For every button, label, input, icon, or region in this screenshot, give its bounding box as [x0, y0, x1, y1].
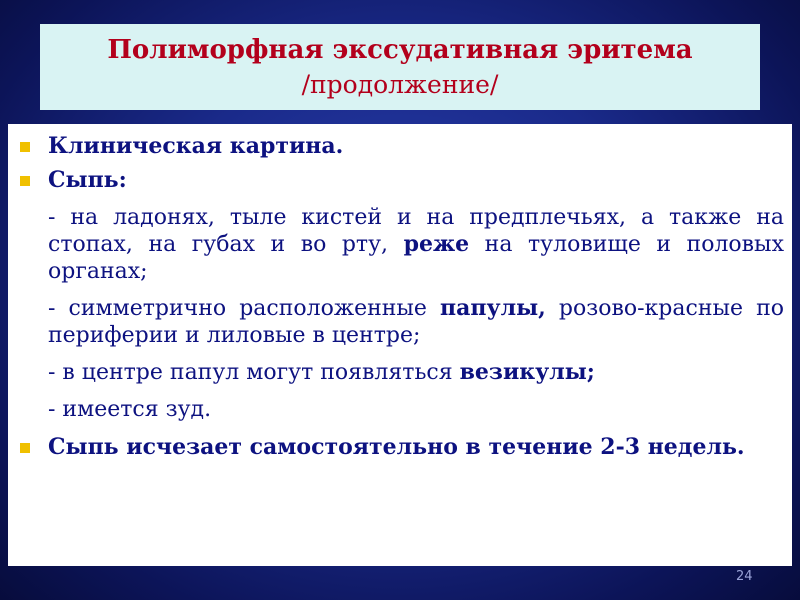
item-text: на туловище и половых органах;	[48, 232, 784, 284]
slide-content	[8, 124, 792, 566]
bullet-clinical-picture	[8, 132, 784, 160]
itch-item	[8, 396, 784, 423]
bullet-square-icon	[20, 176, 30, 186]
slide-title: Полиморфная экссудативная эритема	[107, 35, 693, 65]
bullet-rash	[8, 166, 784, 194]
slide-title-box	[40, 24, 760, 110]
item-text: - симметрично расположенные	[48, 296, 441, 321]
item-text: - на ладонях, тыле кистей и на предплечьях, а также на стопах, на губах и во рту,	[48, 205, 784, 257]
bullet-square-icon	[20, 142, 30, 152]
item-text: розово-красные по периферии и лиловые в центре;	[48, 296, 784, 348]
bullet-rash-resolves	[8, 433, 784, 461]
slide-subtitle: /продолжение/	[301, 70, 499, 99]
page-number: 24	[736, 569, 753, 584]
bullet-square-icon	[20, 443, 30, 453]
bullet-text: Сыпь:	[48, 167, 127, 193]
rash-location-item	[8, 204, 784, 285]
item-text: - в центре папул могут появляться	[48, 360, 460, 385]
papules-item	[8, 295, 784, 349]
item-emphasis: папулы,	[440, 295, 546, 321]
item-emphasis: везикулы;	[459, 359, 595, 385]
bullet-text: Клиническая картина.	[48, 133, 344, 159]
item-emphasis: реже	[403, 231, 470, 257]
item-text: - имеется зуд.	[48, 397, 212, 422]
vesicles-item	[8, 359, 784, 386]
bullet-text: Сыпь исчезает самостоятельно в течение 2-3 недель.	[48, 434, 745, 460]
